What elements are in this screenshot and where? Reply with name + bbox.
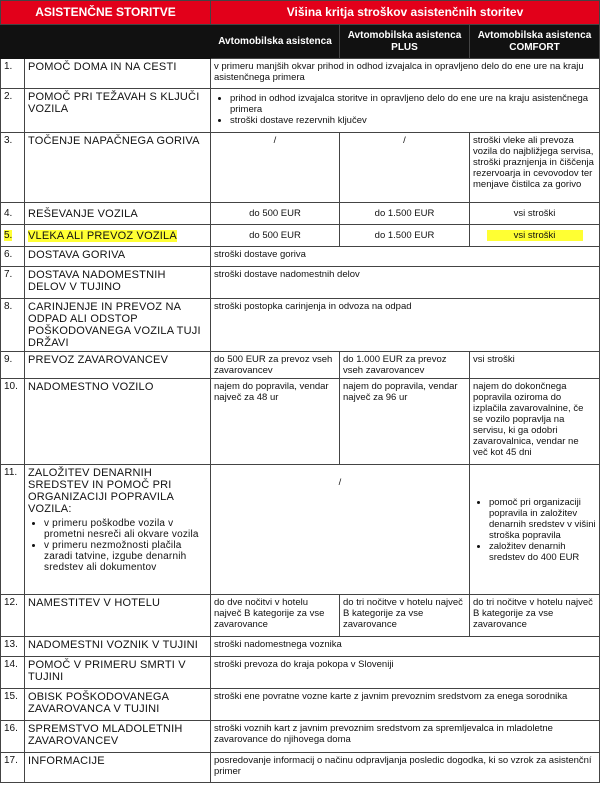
header-col-plus: Avtomobilska asistenca PLUS	[340, 25, 470, 59]
row-number: 3.	[1, 133, 25, 203]
coverage-text: stroški postopka carinjenja in odvoza na odpad	[211, 299, 600, 352]
coverage-comfort	[470, 225, 600, 247]
row-number: 6.	[1, 247, 25, 267]
coverage-plus: najem do popravila, vendar največ za 96 ur	[340, 379, 470, 465]
list-item: • založitev denarnih sredstev do 400 EUR	[489, 541, 596, 563]
table-row	[1, 753, 600, 783]
coverage-basic-plus: /	[211, 465, 470, 595]
table-row	[1, 721, 600, 753]
coverage-basic: do 500 EUR	[211, 225, 340, 247]
coverage-plus: do 1.500 EUR	[340, 225, 470, 247]
coverage-text: stroški nadomestnega voznika	[211, 637, 600, 657]
service-name: POMOČ PRI TEŽAVAH S KLJUČI VOZILA	[25, 89, 211, 133]
service-name: NADOMESTNO VOZILO	[25, 379, 211, 465]
coverage-text: posredovanje informacij o načinu odpravljanja posledic dogodka, ki so vzrok za asistenční primer	[211, 753, 600, 783]
table-row	[1, 203, 600, 225]
service-name: TOČENJE NAPAČNEGA GORIVA	[25, 133, 211, 203]
coverage-comfort: najem do dokončnega popravila oziroma do izplačila zavarovalnine, če se vozilo popravlja na servisu, ki ga odobri zavarovalnica, vendar ne več kot 45 dni	[470, 379, 600, 465]
coverage-plus: do tri nočitve v hotelu največ B kategorije za vse zavarovance	[340, 595, 470, 637]
coverage-text	[211, 89, 600, 133]
row-number: 15.	[1, 689, 25, 721]
table-row	[1, 267, 600, 299]
coverage-basic: najem do popravila, vendar največ za 48 ur	[211, 379, 340, 465]
table-row	[1, 299, 600, 352]
coverage-basic: do 500 EUR za prevoz vseh zavarovancev	[211, 352, 340, 379]
coverage-text: v primeru manjših okvar prihod in odhod izvajalca in opravljeno delo do ene ure na kraju asistenčnega primera	[211, 59, 600, 89]
service-name: INFORMACIJE	[25, 753, 211, 783]
service-name: POMOČ V PRIMERU SMRTI V TUJINI	[25, 657, 211, 689]
coverage-comfort: vsi stroški	[470, 352, 600, 379]
service-name: REŠEVANJE VOZILA	[25, 203, 211, 225]
list-item: • prihod in odhod izvajalca storitve in opravljeno delo do ene ure na kraju asistenčnega primera	[230, 93, 596, 115]
row-number: 12.	[1, 595, 25, 637]
list-item: • stroški dostave rezervnih ključev	[230, 115, 596, 126]
row-number: 10.	[1, 379, 25, 465]
row-number: 14.	[1, 657, 25, 689]
list-item: • v primeru poškodbe vozila v prometni nesreči ali okvare vozila	[44, 518, 207, 540]
header-left-title: ASISTENČNE STORITVE	[1, 1, 211, 25]
coverage-comfort: vsi stroški	[470, 203, 600, 225]
coverage-comfort	[470, 465, 600, 595]
row-number: 13.	[1, 637, 25, 657]
sub-case-list	[28, 518, 207, 573]
header-col-basic: Avtomobilska asistenca	[211, 25, 340, 59]
service-name: NADOMESTNI VOZNIK V TUJINI	[25, 637, 211, 657]
service-name: DOSTAVA GORIVA	[25, 247, 211, 267]
service-name-text: ZALOŽITEV DENARNIH SREDSTEV IN POMOČ PRI ORGANIZACIJI POPRAVILA VOZILA:	[28, 467, 174, 515]
service-name: SPREMSTVO MLADOLETNIH ZAVAROVANCEV	[25, 721, 211, 753]
coverage-text: stroški voznih kart z javnim prevoznim sredstvom za spremljevalca in mladoletne zavarovance do njihovega doma	[211, 721, 600, 753]
row-number	[1, 225, 25, 247]
service-name: POMOČ DOMA IN NA CESTI	[25, 59, 211, 89]
row-number: 2.	[1, 89, 25, 133]
table-row	[1, 59, 600, 89]
table-row	[1, 133, 600, 203]
table-row	[1, 595, 600, 637]
coverage-comfort: do tri nočitve v hotelu največ B kategorije za vse zavarovance	[470, 595, 600, 637]
coverage-text: stroški ene povratne vozne karte z javnim prevoznim sredstvom za enega sorodnika	[211, 689, 600, 721]
coverage-list	[214, 93, 596, 126]
table-row	[1, 247, 600, 267]
row-number: 16.	[1, 721, 25, 753]
table-row	[1, 637, 600, 657]
service-name: CARINJENJE IN PREVOZ NA ODPAD ALI ODSTOP POŠKODOVANEGA VOZILA TUJI DRŽAVI	[25, 299, 211, 352]
row-number: 4.	[1, 203, 25, 225]
list-item: • pomoč pri organizaciji popravila in založitev denarnih sredstev v višini stroška popravila	[489, 497, 596, 541]
row-number: 17.	[1, 753, 25, 783]
service-name: OBISK POŠKODOVANEGA ZAVAROVANCA V TUJINI	[25, 689, 211, 721]
coverage-plus: do 1.000 EUR za prevoz vseh zavarovancev	[340, 352, 470, 379]
service-name: PREVOZ ZAVAROVANCEV	[25, 352, 211, 379]
coverage-basic: do 500 EUR	[211, 203, 340, 225]
row-number: 11.	[1, 465, 25, 595]
coverage-basic: do dve nočitvi v hotelu največ B kategorije za vse zavarovance	[211, 595, 340, 637]
highlight-mark: VLEKA ALI PREVOZ VOZILA	[28, 229, 177, 242]
row-number: 7.	[1, 267, 25, 299]
coverage-plus: /	[340, 133, 470, 203]
coverage-plus: do 1.500 EUR	[340, 203, 470, 225]
coverage-comfort: stroški vleke ali prevoza vozila do najbližjega servisa, stroški praznjenja in čiščenja rezervoarja in cevovodov ter menjave čistilca za gorivo	[470, 133, 600, 203]
row-number: 9.	[1, 352, 25, 379]
table-row	[1, 657, 600, 689]
service-name	[25, 225, 211, 247]
row-number: 1.	[1, 59, 25, 89]
coverage-text: stroški prevoza do kraja pokopa v Sloveniji	[211, 657, 600, 689]
header-col-comfort: Avtomobilska asistenca COMFORT	[470, 25, 600, 59]
header-right-title: Višina kritja stroškov asistenčnih storitev	[211, 1, 600, 25]
table-row	[1, 465, 600, 595]
service-name	[25, 465, 211, 595]
highlight-mark: 5.	[4, 230, 13, 241]
coverage-text: stroški dostave nadomestnih delov	[211, 267, 600, 299]
row-number: 8.	[1, 299, 25, 352]
table-row	[1, 379, 600, 465]
service-name: NAMESTITEV V HOTELU	[25, 595, 211, 637]
table-row	[1, 352, 600, 379]
table-row	[1, 225, 600, 247]
table-row	[1, 89, 600, 133]
highlight-mark: vsi stroški	[487, 230, 583, 241]
coverage-text: stroški dostave goriva	[211, 247, 600, 267]
coverage-list	[473, 497, 596, 563]
list-item: • v primeru nezmožnosti plačila zaradi tatvine, izgube denarnih sredstev ali dokumentov	[44, 540, 207, 573]
header-empty-cell	[1, 25, 211, 59]
coverage-basic: /	[211, 133, 340, 203]
table-row	[1, 689, 600, 721]
service-name: DOSTAVA NADOMESTNIH DELOV V TUJINO	[25, 267, 211, 299]
